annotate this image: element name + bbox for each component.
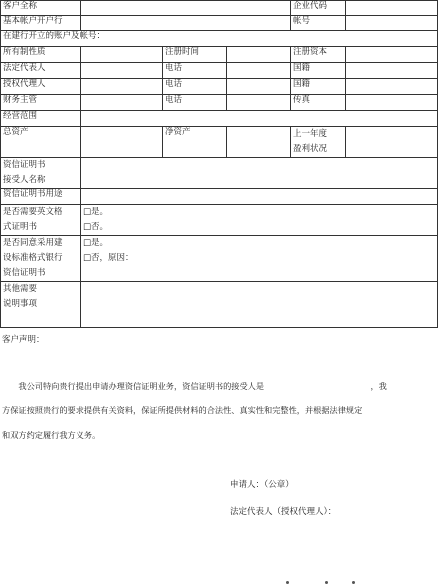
account-number-field[interactable] xyxy=(346,16,438,31)
standard-format-yes-checkbox[interactable]: □是。 xyxy=(83,238,109,248)
last-year-profit-field[interactable] xyxy=(346,127,438,158)
standard-format-no-checkbox[interactable]: □否，原因： xyxy=(83,253,134,263)
registered-capital-field[interactable] xyxy=(346,47,438,63)
other-notes-label-line1: 其他需要 xyxy=(3,284,38,294)
english-format-question-line2: 式证明书 xyxy=(3,222,38,232)
date-line-mark xyxy=(286,581,289,584)
authorized-agent-field[interactable] xyxy=(81,79,163,95)
declaration-line-1: 我公司特向贵行提出申请办理资信证明业务，资信证明书的接受人是 ，我 xyxy=(2,381,387,391)
legal-representative-field[interactable] xyxy=(81,63,163,79)
english-format-question xyxy=(1,205,81,236)
ccb-accounts-field[interactable] xyxy=(1,31,438,47)
basic-account-bank-label: 基本帐户开户行 xyxy=(1,16,81,31)
legal-rep-nationality-field[interactable] xyxy=(346,63,438,79)
certificate-recipient-label-line2: 接受人名称 xyxy=(3,175,46,185)
business-scope-field[interactable] xyxy=(81,111,438,127)
customer-declaration-title: 客户声明： xyxy=(2,335,45,345)
english-format-question-line1: 是否需要英文格 xyxy=(3,207,63,217)
registered-capital-label: 注册资本 xyxy=(291,47,346,63)
certificate-purpose-field[interactable] xyxy=(81,189,438,205)
english-format-no-checkbox[interactable]: □否。 xyxy=(83,222,109,232)
applicant-seal-label: 申请人：（公章） xyxy=(230,480,294,490)
legal-representative-label: 法定代表人 xyxy=(1,63,81,79)
net-assets-field[interactable] xyxy=(227,127,291,158)
net-assets-label: 净资产 xyxy=(163,127,227,158)
date-line-mark xyxy=(325,581,328,584)
finance-phone-label: 电话 xyxy=(163,95,227,111)
authorized-agent-label: 授权代理人 xyxy=(1,79,81,95)
customer-name-label: 客户全称 xyxy=(1,1,81,16)
english-format-yes-checkbox[interactable]: □是。 xyxy=(83,207,109,217)
english-format-options xyxy=(81,205,438,236)
finance-manager-label: 财务主管 xyxy=(1,95,81,111)
certificate-recipient-label xyxy=(1,158,81,189)
customer-name-field[interactable] xyxy=(81,1,291,16)
finance-manager-field[interactable] xyxy=(81,95,163,111)
ownership-type-label: 所有制性质 xyxy=(1,47,81,63)
certificate-recipient-field[interactable] xyxy=(81,158,438,189)
certificate-purpose-label: 资信证明书用途 xyxy=(1,189,81,205)
basic-account-bank-field[interactable] xyxy=(81,16,291,31)
fax-label: 传真 xyxy=(291,95,346,111)
declaration-line-3: 和双方约定履行我方义务。 xyxy=(2,430,101,440)
other-notes-label-line2: 说明事项 xyxy=(3,299,38,309)
standard-format-options xyxy=(81,236,438,282)
total-assets-field[interactable] xyxy=(81,127,163,158)
account-number-label: 帐号 xyxy=(291,16,346,31)
ownership-type-field[interactable] xyxy=(81,47,163,63)
standard-format-question-line1: 是否同意采用建 xyxy=(3,238,63,248)
legal-rep-phone-field[interactable] xyxy=(227,63,291,79)
other-notes-field[interactable] xyxy=(81,282,438,328)
registration-date-label: 注册时间 xyxy=(163,47,227,63)
agent-nationality-label: 国籍 xyxy=(291,79,346,95)
certificate-recipient-label-line1: 资信证明书 xyxy=(3,160,46,170)
last-year-profit-label xyxy=(291,127,346,158)
agent-nationality-field[interactable] xyxy=(346,79,438,95)
standard-format-question-line3: 资信证明书 xyxy=(3,268,46,278)
agent-phone-field[interactable] xyxy=(227,79,291,95)
legal-rep-phone-label: 电话 xyxy=(163,63,227,79)
finance-phone-field[interactable] xyxy=(227,95,291,111)
agent-phone-label: 电话 xyxy=(163,79,227,95)
last-year-profit-label-line1: 上一年度 xyxy=(293,129,328,139)
enterprise-code-field[interactable] xyxy=(346,1,438,16)
legal-rep-nationality-label: 国籍 xyxy=(291,63,346,79)
other-notes-label xyxy=(1,282,81,328)
date-line-mark xyxy=(352,581,355,584)
declaration-line-2: 方保证按照贵行的要求提供有关资料，保证所提供材料的合法性、真实性和完整性，并根据法律规定 xyxy=(2,405,363,415)
last-year-profit-label-line2: 盈利状况 xyxy=(293,144,328,154)
business-scope-label: 经营范围 xyxy=(1,111,81,127)
fax-field[interactable] xyxy=(346,95,438,111)
ccb-accounts-label: 在建行开立的账户及帐号： xyxy=(3,31,106,41)
enterprise-code-label: 企业代码 xyxy=(291,1,346,16)
legal-rep-signature-label: 法定代表人（授权代理人）： xyxy=(230,507,337,517)
registration-date-field[interactable] xyxy=(227,47,291,63)
total-assets-label: 总资产 xyxy=(1,127,81,158)
standard-format-question xyxy=(1,236,81,282)
standard-format-question-line2: 设标准格式银行 xyxy=(3,253,63,263)
